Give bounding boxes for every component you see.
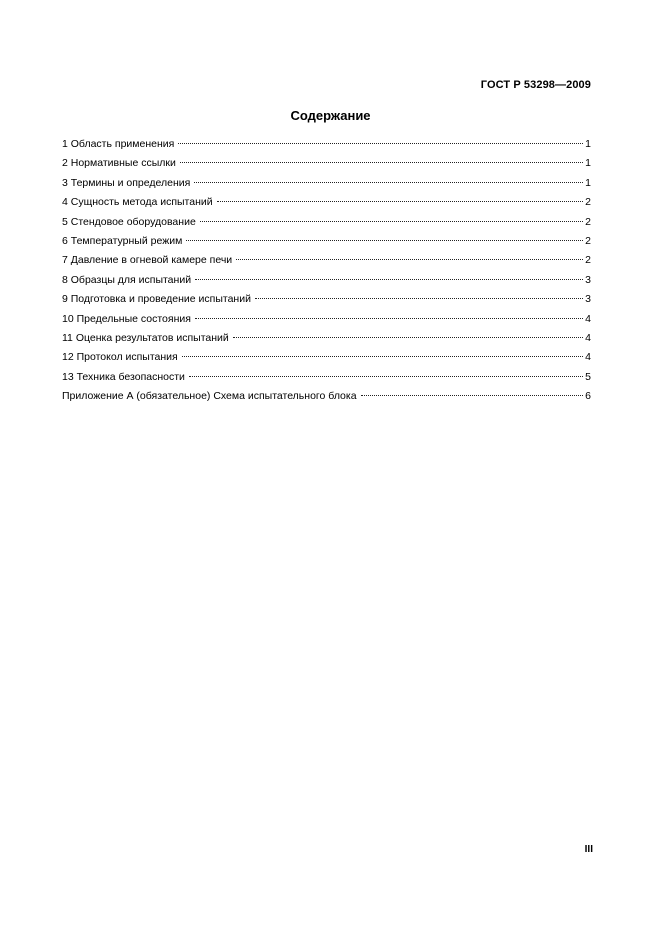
toc-dot-leader <box>236 259 583 260</box>
toc-entry-page: 1 <box>585 176 591 189</box>
toc-entry-label: 11 Оценка результатов испытаний <box>62 331 229 344</box>
toc-entry-label: 12 Протокол испытания <box>62 351 178 364</box>
toc-entry-label: 1 Область применения <box>62 138 175 150</box>
table-of-contents <box>62 138 591 409</box>
toc-dot-leader <box>178 143 583 144</box>
toc-entry-page: 4 <box>585 331 591 344</box>
toc-entry[interactable] <box>62 332 591 351</box>
toc-entry[interactable] <box>62 351 591 370</box>
toc-entry-page: 2 <box>585 196 591 209</box>
toc-entry[interactable] <box>62 390 591 409</box>
toc-entry[interactable] <box>62 216 591 235</box>
toc-dot-leader <box>195 279 583 280</box>
toc-dot-leader <box>195 318 583 319</box>
toc-entry-label: 10 Предельные состояния <box>62 312 191 325</box>
toc-entry[interactable] <box>62 177 591 196</box>
toc-entry[interactable] <box>62 235 591 254</box>
toc-entry-label: 5 Стендовое оборудование <box>62 215 196 228</box>
toc-entry-label: 7 Давление в огневой камере печи <box>62 254 233 267</box>
toc-entry-page: 2 <box>585 215 591 228</box>
toc-entry-label: 13 Техника безопасности <box>62 370 185 383</box>
toc-entry-label: 3 Термины и определения <box>62 176 191 189</box>
toc-dot-leader <box>255 298 583 299</box>
toc-dot-leader <box>186 240 583 241</box>
toc-title: Содержание <box>290 108 371 123</box>
toc-entry-page: 1 <box>585 157 591 170</box>
toc-entry[interactable] <box>62 138 591 157</box>
toc-dot-leader <box>233 337 583 338</box>
toc-entry[interactable] <box>62 293 591 312</box>
toc-entry-page: 4 <box>585 312 591 325</box>
toc-entry-label: 2 Нормативные ссылки <box>62 157 176 170</box>
toc-entry-page: 2 <box>585 234 591 247</box>
toc-entry[interactable] <box>62 254 591 273</box>
toc-entry-label: 9 Подготовка и проведение испытаний <box>62 293 251 306</box>
toc-entry-label: 6 Температурный режим <box>62 234 183 247</box>
toc-entry-label: 8 Образцы для испытаний <box>62 273 192 286</box>
toc-entry-page: 1 <box>585 138 591 150</box>
toc-entry[interactable] <box>62 313 591 332</box>
toc-entry[interactable] <box>62 196 591 215</box>
toc-entry-page: 2 <box>585 254 591 267</box>
toc-entry-page: 6 <box>585 390 591 403</box>
toc-entry-page: 3 <box>585 293 591 306</box>
document-code: ГОСТ Р 53298—2009 <box>480 79 591 91</box>
toc-dot-leader <box>200 221 583 222</box>
toc-entry-page: 3 <box>585 273 591 286</box>
toc-dot-leader <box>180 162 583 163</box>
toc-entry-page: 4 <box>585 351 591 364</box>
toc-entry[interactable] <box>62 274 591 293</box>
toc-entry[interactable] <box>62 371 591 390</box>
toc-dot-leader <box>217 201 584 202</box>
toc-entry[interactable] <box>62 157 591 176</box>
toc-dot-leader <box>189 376 583 377</box>
toc-dot-leader <box>361 395 584 396</box>
page-number: III <box>584 844 593 855</box>
toc-entry-label: 4 Сущность метода испытаний <box>62 196 213 209</box>
toc-entry-label: Приложение А (обязательное) Схема испытательного блока <box>62 390 357 403</box>
toc-dot-leader <box>182 356 583 357</box>
toc-entry-page: 5 <box>585 370 591 383</box>
toc-dot-leader <box>194 182 583 183</box>
